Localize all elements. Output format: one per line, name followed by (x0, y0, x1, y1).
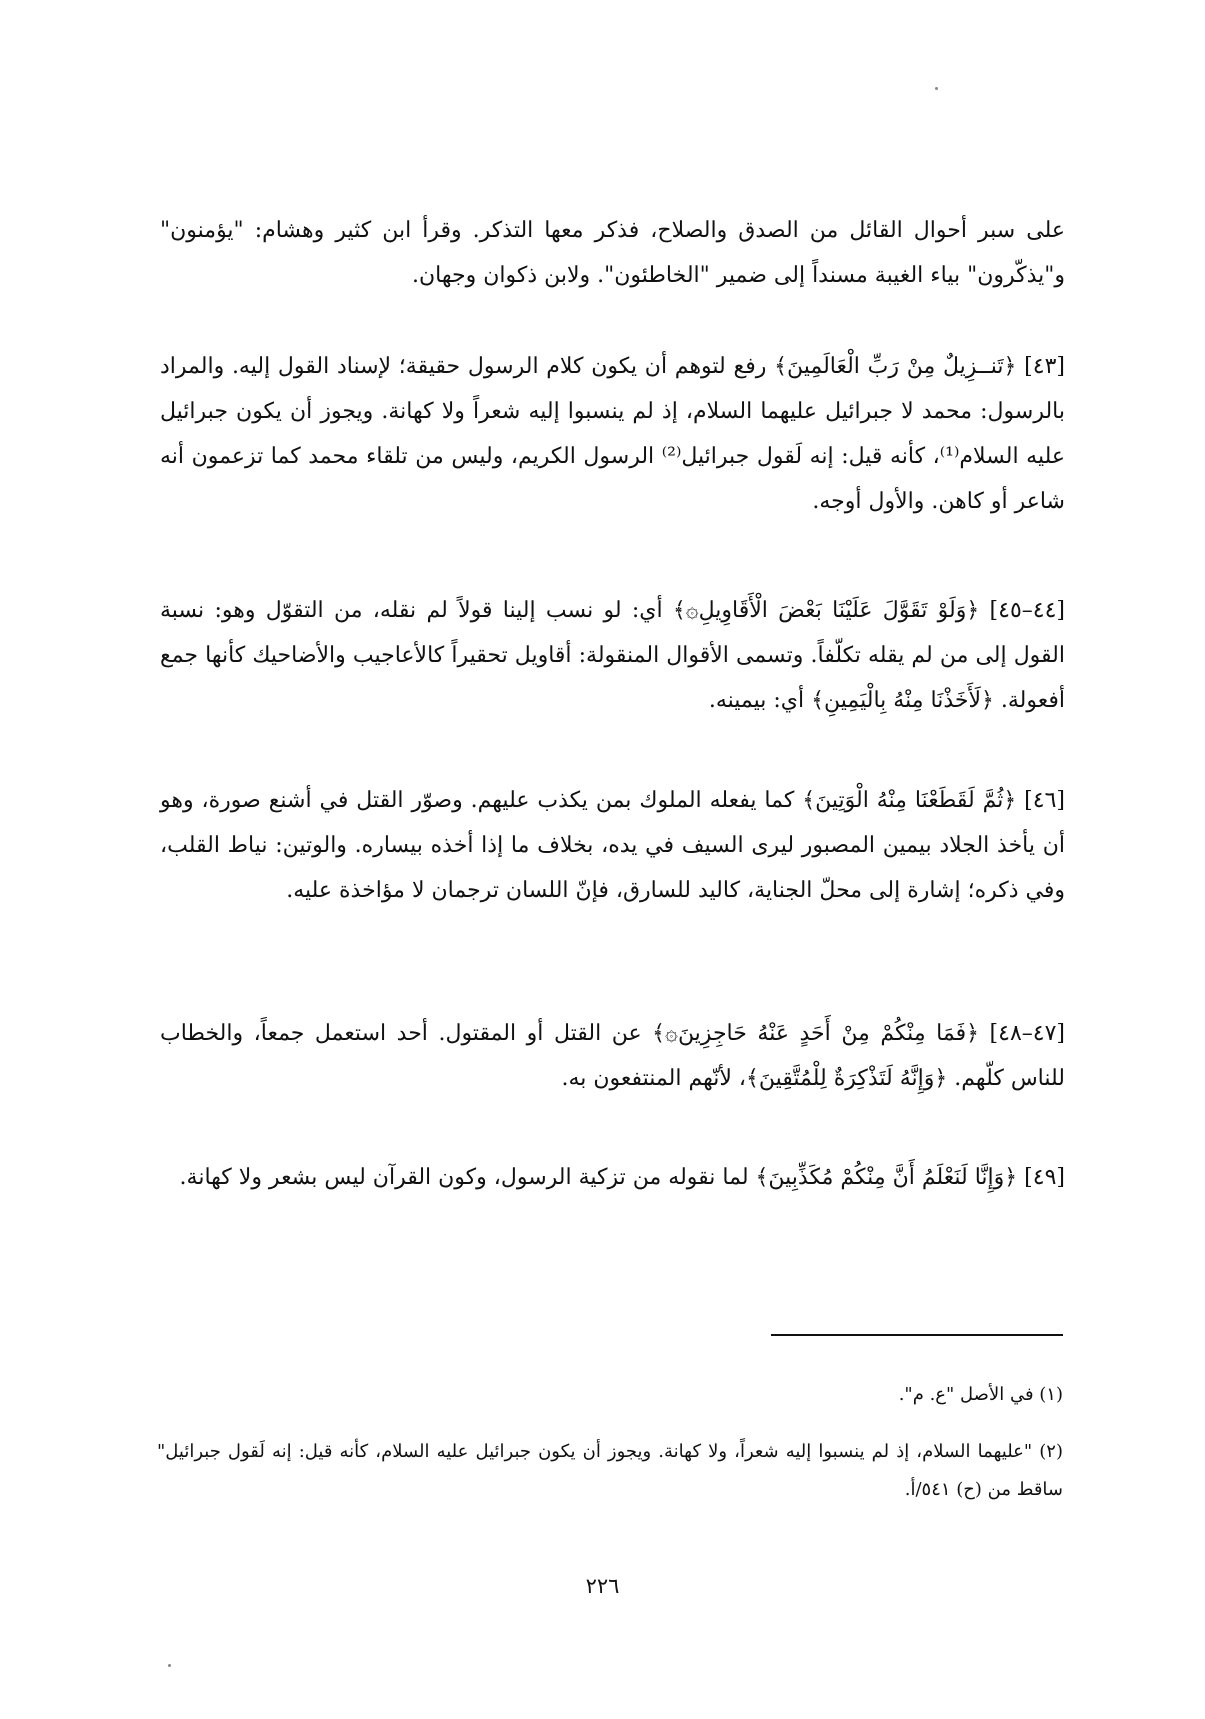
paragraph-verse-44-45: [٤٤–٤٥] ﴿وَلَوْ تَقَوَّلَ عَلَيْنَا بَعْضَ الْأَقَاوِيلِ۞﴾ أي: لو نسب إلينا قولاً لم نقله، من التقوّل وهو: نسبة القول إلى من لم يقله تكلّفاً. وتسمى الأقوال المنقولة: أقاويل تحقيراً كالأعاجيب والأضاحيك كأنها جمع أفعولة. ﴿لَأَخَذْنَا مِنْهُ بِالْيَمِينِ﴾ أي: بيمينه. (160, 598, 1065, 713)
paragraph-verse-43: [٤٣] ﴿تَنــزِيلٌ مِنْ رَبِّ الْعَالَمِينَ﴾ رفع لتوهم أن يكون كلام الرسول حقيقة؛ لإسناد القول إليه. والمراد بالرسول: محمد لا جبرائيل عليهما السلام، إذ لم ينسبوا إليه شعراً ولا كهانة. ويجوز أن يكون جبرائيل عليه السلام⁽¹⁾، كأنه قيل: إنه لَقول جبرائيل⁽²⁾ الرسول الكريم، وليس من تلقاء محمد كما تزعمون أنه شاعر أو كاهن. والأول أوجه. (160, 354, 1066, 514)
paragraph-intro: على سبر أحوال القائل من الصدق والصلاح، فذكر معها التذكر. وقرأ ابن كثير وهشام: "يؤمنون" و"يذكّرون" بياء الغيبة مسنداً إلى ضمير "الخاطئون". ولابن ذكوان وجهان. (160, 218, 1065, 288)
scan-speck (935, 87, 938, 90)
paragraph-verse-49: [٤٩] ﴿وَإِنَّا لَنَعْلَمُ أَنَّ مِنْكُمْ مُكَذِّبِينَ﴾ لما نقوله من تزكية الرسول، وكون القرآن ليس بشعر ولا كهانة. (179, 1165, 1065, 1190)
footnote-divider (771, 1334, 1063, 1336)
footnote-1: (١) في الأصل "ع. م". (898, 1384, 1063, 1405)
footnote-2: (٢) "عليهما السلام، إذ لم ينسبوا إليه شعراً، ولا كهانة. ويجوز أن يكون جبرائيل عليه السلام، كأنه قيل: إنه لَقول جبرائيل" ساقط من (ح) ٥٤١/أ. (157, 1441, 1063, 1500)
scan-speck (168, 1664, 171, 1667)
paragraph-verse-47-48: [٤٧–٤٨] ﴿فَمَا مِنْكُمْ مِنْ أَحَدٍ عَنْهُ حَاجِزِينَ۞﴾ عن القتل أو المقتول. أحد استعمل جمعاً، والخطاب للناس كلّهم. ﴿وَإِنَّهُ لَتَذْكِرَةٌ لِلْمُتَّقِينَ﴾، لأنّهم المنتفعون به. (160, 1021, 1065, 1091)
page-number: ٢٢٦ (585, 1574, 620, 1598)
paragraph-verse-46: [٤٦] ﴿ثُمَّ لَقَطَعْنَا مِنْهُ الْوَتِينَ﴾ كما يفعله الملوك بمن يكذب عليهم. وصوّر القتل في أشنع صورة، وهو أن يأخذ الجلاد بيمين المصبور ليرى السيف في يده، بخلاف ما إذا أخذه بيساره. والوتين: نياط القلب، وفي ذكره؛ إشارة إلى محلّ الجناية، كاليد للسارق، فإنّ اللسان ترجمان لا مؤاخذة عليه. (160, 788, 1065, 903)
